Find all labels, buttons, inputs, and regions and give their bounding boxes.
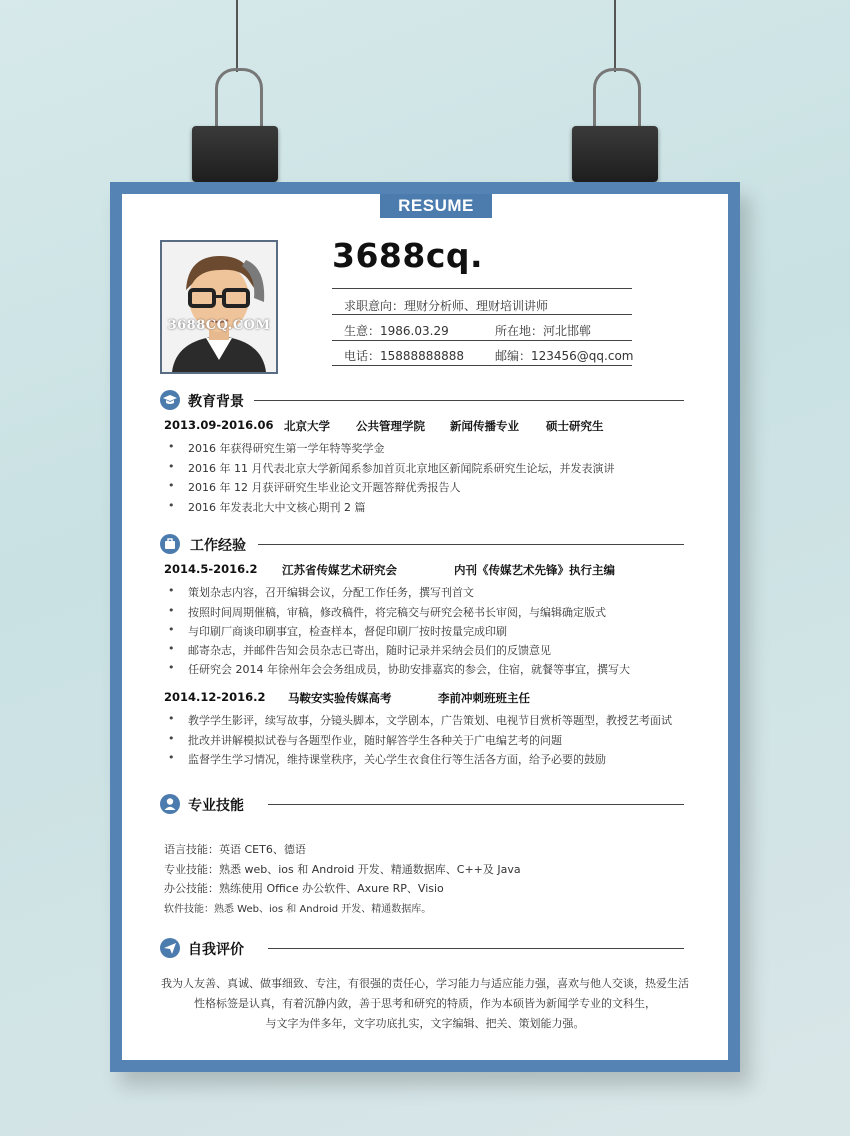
job-period: 2014.5-2016.2	[164, 562, 258, 576]
briefcase-icon	[160, 534, 180, 554]
list-item: • 批改并讲解模拟试卷与各题型作业，随时解答学生各种关于广电编艺考的问题	[188, 732, 562, 748]
job-role: 李前冲刺班班主任	[438, 691, 530, 705]
education-period: 2013.09-2016.06	[164, 418, 274, 432]
education-college: 公共管理学院	[356, 419, 425, 433]
self-eval-line: 性格标签是认真，有着沉静内敛，善于思考和研究的特质，作为本硕皆为新闻学专业的文科生，	[194, 997, 656, 1010]
skill-item: 软件技能：熟悉 Web、ios 和 Android 开发、精通数据库。	[164, 904, 432, 915]
list-item: • 2016 年获得研究生第一学年特等奖学金	[188, 440, 385, 456]
section-rule	[268, 804, 684, 805]
phone: 电话：15888888888	[344, 349, 464, 363]
self-eval-line: 我为人友善、真诚、做事细致、专注，有很强的责任心，学习能力与适应能力强，喜欢与他人交谈，热爱生活	[161, 977, 689, 990]
work-title: 工作经验	[190, 538, 246, 554]
info-divider	[332, 288, 632, 289]
list-item: • 教学学生影评，续写故事，分镜头脚本，文学剧本，广告策划、电视节目赏析等题型，教授艺考面试	[188, 712, 672, 728]
self-eval-line: 与文字为伴多年，文字功底扎实，文字编辑、把关、策划能力强。	[265, 1017, 585, 1030]
list-item: • 邮寄杂志，并邮件告知会员杂志已寄出，随时记录并采纳会员们的反馈意见	[188, 642, 551, 658]
section-rule	[254, 400, 684, 401]
job-role: 内刊《传媒艺术先锋》执行主编	[454, 563, 615, 577]
skill-item: 语言技能：英语 CET6、德语	[164, 843, 306, 856]
email: 邮编：123456@qq.com	[495, 349, 634, 363]
binder-clip-right	[572, 126, 658, 182]
education-degree: 硕士研究生	[546, 419, 604, 433]
list-item: • 2016 年 12 月获评研究生毕业论文开题答辩优秀报告人	[188, 479, 460, 495]
avatar-illustration	[162, 242, 276, 372]
profile-photo	[160, 240, 278, 374]
graduation-cap-icon	[160, 390, 180, 410]
job-period: 2014.12-2016.2	[164, 690, 266, 704]
resume-frame	[110, 182, 740, 1072]
self-eval-title: 自我评价	[188, 942, 244, 958]
resume-paper	[122, 194, 728, 1060]
list-item: • 2016 年 11 月代表北京大学新闻系参加首页北京地区新闻院系研究生论坛，并发表演讲	[188, 460, 614, 476]
send-icon	[160, 938, 180, 958]
info-divider	[332, 340, 632, 341]
job-organization: 江苏省传媒艺术研究会	[282, 563, 397, 577]
candidate-name: 3688cq.	[332, 236, 484, 275]
user-icon	[160, 794, 180, 814]
education-title: 教育背景	[188, 394, 244, 410]
job-organization: 马鞍安实验传媒高考	[288, 691, 392, 705]
list-item: • 2016 年发表北大中文核心期刊 2 篇	[188, 499, 365, 515]
section-rule	[268, 948, 684, 949]
binder-clip-left	[192, 126, 278, 182]
birth-date: 生意：1986.03.29	[344, 324, 449, 338]
list-item: • 任研究会 2014 年徐州年会会务组成员，协助安排嘉宾的参会，住宿，就餐等事宜，撰写大	[188, 661, 630, 677]
photo-watermark: 3688CQ.COM	[167, 318, 271, 333]
list-item: • 策划杂志内容，召开编辑会议，分配工作任务，撰写刊首文	[188, 584, 474, 600]
hanging-wire-left	[236, 0, 238, 72]
education-major: 新闻传播专业	[450, 419, 519, 433]
info-divider	[332, 314, 632, 315]
skill-item: 办公技能：熟练使用 Office 办公软件、Axure RP、Visio	[164, 882, 444, 895]
resume-tab: RESUME	[380, 194, 492, 218]
skill-item: 专业技能：熟悉 web、ios 和 Android 开发、精通数据库、C++及 Java	[164, 863, 521, 876]
education-school: 北京大学	[284, 419, 330, 433]
list-item: • 与印刷厂商谈印刷事宜，检查样本，督促印刷厂按时按量完成印刷	[188, 623, 507, 639]
location: 所在地：河北邯郸	[495, 324, 592, 338]
job-intent: 求职意向：理财分析师、理财培训讲师	[344, 299, 549, 313]
info-divider	[332, 365, 632, 366]
list-item: • 监督学生学习情况，维持课堂秩序，关心学生衣食住行等生活各方面，给予必要的鼓励	[188, 751, 606, 767]
hanging-wire-right	[614, 0, 616, 72]
section-rule	[258, 544, 684, 545]
list-item: • 按照时间周期催稿，审稿，修改稿件，将完稿交与研究会秘书长审阅，与编辑确定版式	[188, 604, 606, 620]
skills-title: 专业技能	[188, 798, 244, 814]
